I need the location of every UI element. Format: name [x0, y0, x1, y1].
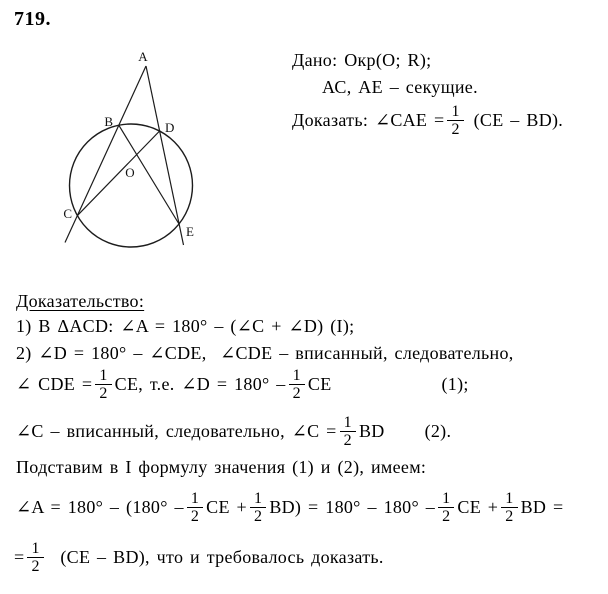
given-line-1: Дано: Окр(О; R); — [292, 50, 432, 70]
proof-line-5 — [16, 457, 426, 478]
formula-text: (2). — [424, 420, 452, 441]
given-line-2: АС, АЕ – секущие. — [322, 77, 478, 97]
proof-line-2 — [16, 343, 514, 364]
fraction: $\frac{1}{2}$ — [340, 415, 356, 448]
formula-text: (CE – BD), что и требовалось доказать. — [46, 546, 384, 567]
problem-number: 719. — [14, 8, 51, 30]
proof-line-3 — [16, 362, 469, 406]
secant-abc-line — [65, 66, 146, 243]
center-label-o: O — [125, 165, 135, 180]
formula-text: CE — [307, 373, 332, 394]
prove-statement — [292, 100, 563, 140]
fraction: $\frac{1}{2}$ — [250, 491, 266, 524]
secant-ade-line — [146, 66, 184, 245]
point-label-e: E — [186, 224, 194, 239]
point-label-b: B — [104, 114, 113, 129]
proof-line-4 — [16, 409, 451, 453]
fraction: $\frac{1}{2}$ — [447, 104, 463, 137]
point-label-d: D — [165, 120, 175, 135]
fraction: $\frac{1}{2}$ — [187, 491, 203, 524]
proof-line-6 — [16, 485, 563, 529]
formula-text: (1); — [441, 373, 469, 394]
proof-heading: Доказательство: — [16, 291, 145, 311]
fraction: $\frac{1}{2}$ — [95, 368, 111, 401]
point-label-c: C — [63, 206, 72, 221]
formula-text: 2) ∠D = 180° – ∠CDE, ∠CDE – вписанный, следовательно, — [16, 343, 514, 363]
formula-text: ∠C – вписанный, следовательно, ∠C = — [16, 420, 337, 441]
formula-text: Подставим в I формулу значения (1) и (2), имеем: — [16, 457, 427, 477]
fraction: $\frac{1}{2}$ — [501, 491, 517, 524]
formula-text: BD) = 180° – 180° – — [269, 496, 436, 517]
circle — [70, 124, 193, 247]
formula-text: 1) В ΔACD: ∠A = 180° – (∠C + ∠D) (I); — [16, 316, 355, 336]
formula-text: BD = — [520, 496, 564, 517]
spacer — [332, 384, 442, 385]
geometry-figure — [55, 46, 205, 252]
fraction: $\frac{1}{2}$ — [438, 491, 454, 524]
fraction: $\frac{1}{2}$ — [27, 541, 43, 574]
proof-line-1 — [16, 316, 354, 337]
fraction: $\frac{1}{2}$ — [289, 368, 305, 401]
formula-text: CE, т.е. ∠D = 180° – — [114, 373, 286, 394]
chord-cd-line — [77, 131, 159, 216]
formula-text: ∠ CDE = — [16, 373, 93, 394]
formula-text: Доказать: ∠CAE = — [292, 109, 445, 130]
formula-text: = — [14, 546, 25, 567]
formula-text: (CE – BD). — [466, 109, 564, 130]
formula-text: CE + — [457, 496, 499, 517]
formula-text: BD — [358, 420, 385, 441]
formula-text: ∠A = 180° – (180° – — [16, 496, 184, 517]
formula-text: CE + — [206, 496, 248, 517]
point-label-a: A — [138, 49, 148, 64]
proof-line-7 — [14, 535, 384, 579]
spacer — [385, 431, 425, 432]
